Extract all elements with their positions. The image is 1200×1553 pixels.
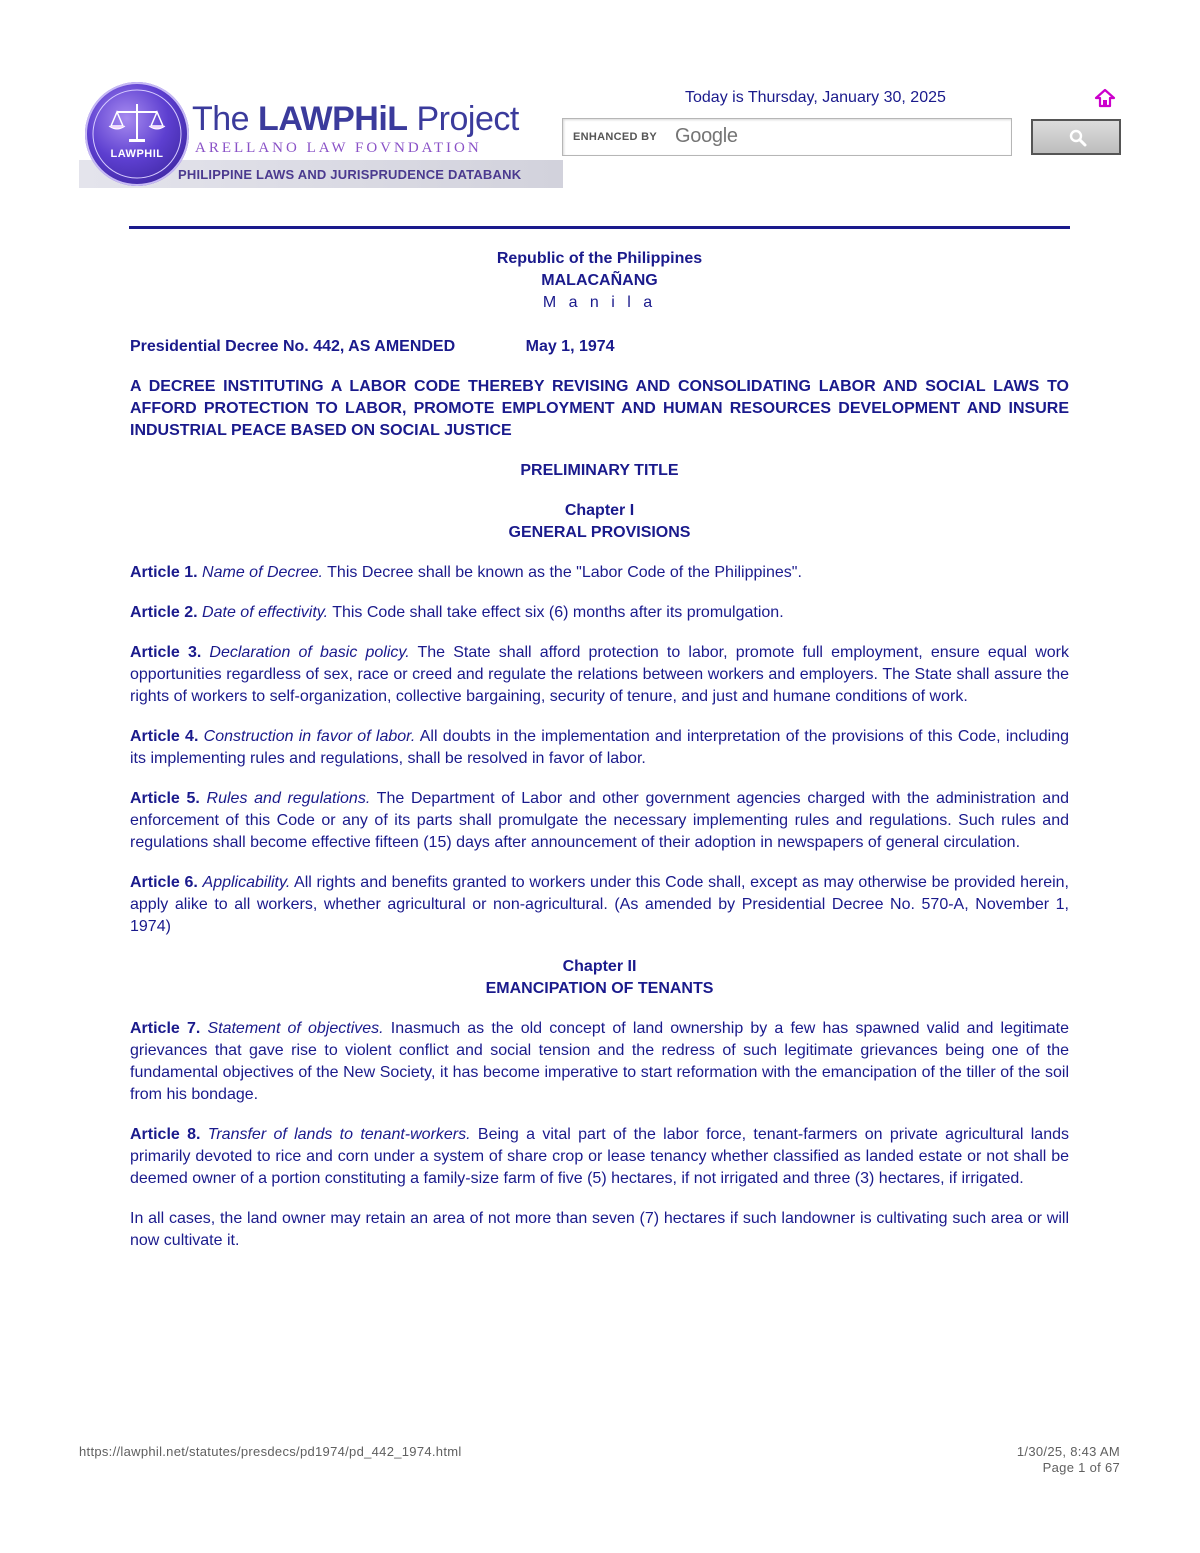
- article-text: All rights and benefits granted to workers under this Code shall, except as may otherwise be provided herein, apply alike to all workers, whether agricultural or non-agricultural. (As amended by Presidential Decree No. 570-A, November 1, 1974): [130, 874, 1070, 935]
- brand-title-lawphil: LAWPHiL: [258, 100, 408, 138]
- article: [130, 726, 1069, 770]
- article-text: Being a vital part of the labor force, tenant-farmers on private agricultural lands primarily devoted to rice and corn under a system of share crop or lease tenancy whether classified as landed estate or not shall be deemed owner of a portion constituting a family-size farm of five (5) hectares, if not irrigated and three (3) hectares, if irrigated.: [130, 1126, 1069, 1187]
- brand-title-project: Project: [407, 100, 519, 138]
- chapter-title: EMANCIPATION OF TENANTS: [485, 980, 714, 997]
- decree-document: [130, 248, 1069, 1252]
- article: [130, 872, 1069, 938]
- article-number: Article 6.: [130, 874, 198, 891]
- chapter-title: GENERAL PROVISIONS: [508, 524, 691, 541]
- manila-heading: M a n i l a: [542, 294, 657, 311]
- header-divider: [129, 226, 1070, 229]
- article: [130, 562, 1069, 584]
- home-icon[interactable]: [1094, 88, 1116, 108]
- brand-title-the: The: [192, 100, 259, 138]
- decree-number: Presidential Decree No. 442, AS AMENDED: [130, 338, 456, 355]
- malacanang-heading: MALACAÑANG: [541, 272, 658, 289]
- enhanced-by-label: ENHANCED BY: [573, 131, 657, 143]
- page-number: Page 1 of 67: [1042, 1460, 1120, 1475]
- article: [130, 642, 1069, 708]
- search-icon: [1069, 129, 1087, 147]
- print-footer-url: https://lawphil.net/statutes/presdecs/pd1974/pd_442_1974.html: [79, 1444, 462, 1459]
- seal-label: LAWPHIL: [110, 148, 164, 160]
- article-paragraph: In all cases, the land owner may retain an area of not more than seven (7) hectares if such landowner is cultivating such area or will now cultivate it.: [130, 1210, 1069, 1249]
- decree-number-line: [130, 336, 1069, 358]
- chapter-heading: [130, 500, 1069, 544]
- article-text: Inasmuch as the old concept of land ownership by a few has spawned valid and legitimate grievances that gave rise to violent conflict and social tension and the redress of such legitimate grievances being one of the fundamental objectives of the New Society, it has become imperative to start reformation with the emancipation of the tiller of the soil from his bondage.: [130, 1020, 1070, 1103]
- article-text: The Department of Labor and other government agencies charged with the administration and enforcement of this Code or any of its parts shall promulgate the necessary implementing rules and regulations. Such rules and regulations shall become effective fifteen (15) days after announcement of their adoption in newspapers of general circulation.: [130, 790, 1069, 851]
- article: [130, 602, 1069, 624]
- brand-title: [192, 100, 519, 139]
- article-number: Article 3.: [130, 644, 202, 661]
- lawphil-logo[interactable]: [79, 80, 563, 188]
- google-logo: Google: [675, 125, 738, 147]
- chapter-heading: [130, 956, 1069, 1000]
- article-number: Article 2.: [130, 604, 198, 621]
- article-heading: Name of Decree.: [202, 564, 323, 581]
- republic-heading: Republic of the Philippines: [496, 250, 703, 267]
- article-number: Article 1.: [130, 564, 198, 581]
- lawphil-seal-icon: [85, 82, 189, 186]
- article: [130, 1124, 1069, 1190]
- article-text: This Decree shall be known as the "Labor Code of the Philippines".: [322, 564, 802, 581]
- article: [130, 788, 1069, 854]
- article-heading: Applicability.: [202, 874, 291, 891]
- article-text: This Code shall take effect six (6) months after its promulgation.: [328, 604, 784, 621]
- print-footer-info: [1017, 1444, 1120, 1476]
- search-input[interactable]: [743, 125, 1007, 151]
- article-number: Article 7.: [130, 1020, 201, 1037]
- article-number: Article 5.: [130, 790, 200, 807]
- article-heading: Declaration of basic policy.: [209, 644, 410, 661]
- print-datetime: 1/30/25, 8:43 AM: [1016, 1444, 1120, 1459]
- article-number: Article 8.: [130, 1126, 201, 1143]
- article-heading: Statement of objectives.: [207, 1020, 384, 1037]
- search-field[interactable]: [562, 118, 1012, 156]
- today-date: Today is Thursday, January 30, 2025: [685, 89, 946, 106]
- article-text: The State shall afford protection to labor, promote full employment, ensure equal work opportunities regardless of sex, race or creed and regulate the relations between workers and employers. The State shall assure the rights of workers to self-organization, collective bargaining, security of tenure, and just and humane conditions of work.: [130, 644, 1069, 705]
- databank-tagline: PHILIPPINE LAWS AND JURISPRUDENCE DATABANK: [178, 167, 522, 182]
- brand-subtitle: ARELLANO LAW FOVNDATION: [195, 140, 482, 156]
- article-text: All doubts in the implementation and interpretation of the provisions of this Code, including its implementing rules and regulations, shall be resolved in favor of labor.: [130, 728, 1069, 767]
- article-heading: Rules and regulations.: [206, 790, 371, 807]
- article-number: Article 4.: [130, 728, 199, 745]
- article: [130, 1018, 1069, 1106]
- decree-title: A DECREE INSTITUTING A LABOR CODE THEREBY REVISING AND CONSOLIDATING LABOR AND SOCIAL LAWS TO AFFORD PROTECTION TO LABOR, PROMOTE EMPLOYMENT AND HUMAN RESOURCES DEVELOPMENT AND INSURE INDUSTRIAL PEACE BASED ON SOCIAL JUSTICE: [130, 378, 1069, 439]
- article-heading: Transfer of lands to tenant-workers.: [207, 1126, 471, 1143]
- article-heading: Construction in favor of labor.: [203, 728, 416, 745]
- chapter-number: Chapter II: [562, 958, 637, 975]
- decree-date: May 1, 1974: [525, 338, 615, 355]
- site-header: [0, 0, 1200, 200]
- chapter-number: Chapter I: [564, 502, 635, 519]
- article-heading: Date of effectivity.: [202, 604, 329, 621]
- preliminary-title: PRELIMINARY TITLE: [520, 462, 679, 479]
- search-button[interactable]: [1031, 119, 1121, 155]
